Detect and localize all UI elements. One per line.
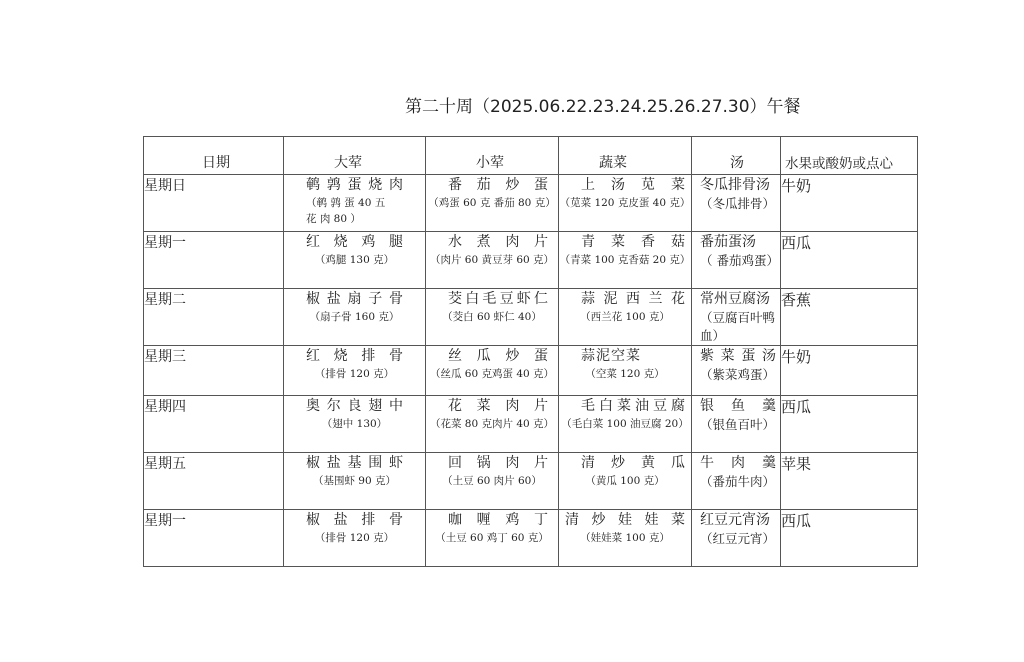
fruit-cell: 香蕉: [781, 289, 918, 346]
main-dish-cell: [284, 453, 426, 510]
day-cell: 星期四: [144, 396, 284, 453]
dish-detail: （西兰花 100 克）: [580, 311, 670, 323]
dish-detail: （丝瓜 60 克鸡蛋 40 克）: [429, 368, 555, 380]
dish-name: 冬瓜排骨汤: [700, 177, 770, 193]
dish-detail: （翅中 130）: [321, 418, 388, 430]
dish-name: 青菜香菇: [581, 234, 685, 250]
dish-name: 咖喱鸡丁: [448, 512, 548, 528]
page-title: 第二十周（2025.06.22.23.24.25.26.27.30）午餐: [405, 97, 801, 117]
dish-detail: （鸡蛋 60 克 番茄 80 克）: [428, 197, 556, 209]
dish-name: 番茄炒蛋: [448, 177, 548, 193]
fruit-cell: 西瓜: [781, 232, 918, 289]
fruit-cell: 牛奶: [781, 175, 918, 232]
header-side-meat: 小荤: [426, 137, 559, 175]
dish-name: 椒盐排骨: [306, 512, 403, 528]
vegetable-cell: [559, 510, 692, 567]
dish-detail: （银鱼百叶）: [700, 417, 776, 432]
table-row: [144, 289, 918, 346]
dish-name: 鹌鹑蛋烧肉: [306, 177, 403, 193]
dish-name: 红豆元宵汤: [700, 512, 770, 528]
dish-name: 椒盐扇子骨: [306, 291, 403, 307]
dish-name: 回锅肉片: [448, 455, 548, 471]
vegetable-cell: [559, 396, 692, 453]
fruit-cell: 苹果: [781, 453, 918, 510]
side-dish-cell: [426, 510, 559, 567]
soup-cell: [692, 175, 781, 232]
fruit-cell: 牛奶: [781, 346, 918, 396]
dish-detail: （红豆元宵）: [700, 531, 776, 546]
dish-detail: （ 番茄鸡蛋）: [700, 253, 779, 268]
dish-detail: （黄瓜 100 克）: [585, 475, 665, 487]
day-cell: 星期五: [144, 453, 284, 510]
day-cell: 星期一: [144, 510, 284, 567]
table-row: [144, 396, 918, 453]
side-dish-cell: [426, 289, 559, 346]
dish-detail: （紫菜鸡蛋）: [700, 367, 776, 382]
lunch-menu-table: [143, 136, 918, 567]
dish-detail: （冬瓜排骨）: [700, 196, 776, 211]
dish-detail: （排骨 120 克）: [314, 532, 395, 544]
dish-name: 蒜泥空菜: [581, 348, 641, 364]
dish-detail: （土豆 60 鸡丁 60 克）: [435, 532, 549, 544]
dish-detail: （茭白 60 虾仁 40）: [442, 311, 542, 323]
main-dish-cell: [284, 396, 426, 453]
dish-name: 水煮肉片: [448, 234, 548, 250]
dish-name: 丝瓜炒蛋: [448, 348, 548, 364]
header-fruit: 水果或酸奶或点心: [781, 137, 918, 175]
dish-detail: （苋菜 120 克皮蛋 40 克）: [559, 197, 691, 209]
vegetable-cell: [559, 232, 692, 289]
day-cell: 星期日: [144, 175, 284, 232]
day-cell: 星期三: [144, 346, 284, 396]
fruit-cell: 西瓜: [781, 510, 918, 567]
main-dish-cell: [284, 175, 426, 232]
vegetable-cell: [559, 346, 692, 396]
side-dish-cell: [426, 232, 559, 289]
main-dish-cell: [284, 346, 426, 396]
side-dish-cell: [426, 453, 559, 510]
soup-cell: [692, 289, 781, 346]
soup-cell: [692, 232, 781, 289]
dish-name: 奥尔良翅中: [306, 398, 403, 414]
table-row: [144, 232, 918, 289]
header-day: 日期: [144, 137, 284, 175]
dish-detail: （排骨 120 克）: [314, 368, 395, 380]
vegetable-cell: [559, 175, 692, 232]
dish-name: 常州豆腐汤: [700, 291, 770, 307]
dish-detail: （鹌 鹑 蛋 40 五 花 肉 80 ）: [306, 197, 386, 225]
table-row: [144, 346, 918, 396]
dish-detail: （花菜 80 克肉片 40 克）: [429, 418, 555, 430]
dish-detail: （毛白菜 100 油豆腐 20）: [561, 418, 689, 430]
dish-name: 银鱼羹: [700, 398, 776, 414]
vegetable-cell: [559, 289, 692, 346]
vegetable-cell: [559, 453, 692, 510]
dish-detail: （豆腐百叶鸭血）: [700, 310, 776, 343]
soup-cell: [692, 510, 781, 567]
day-cell: 星期一: [144, 232, 284, 289]
header-vegetable: 蔬菜: [559, 137, 692, 175]
main-dish-cell: [284, 232, 426, 289]
dish-name: 红烧排骨: [306, 348, 403, 364]
dish-detail: （鸡腿 130 克）: [314, 254, 395, 266]
dish-name: 毛白菜油豆腐: [581, 398, 685, 414]
dish-detail: （青菜 100 克香菇 20 克）: [559, 254, 691, 266]
header-main-meat: 大荤: [284, 137, 426, 175]
dish-name: 上汤苋菜: [581, 177, 685, 193]
dish-name: 紫菜蛋汤: [700, 348, 776, 364]
dish-name: 茭白毛豆虾仁: [448, 291, 548, 307]
dish-name: 椒盐基围虾: [306, 455, 403, 471]
dish-name: 牛肉羹: [700, 455, 776, 471]
dish-name: 番茄蛋汤: [700, 234, 756, 250]
side-dish-cell: [426, 396, 559, 453]
table-row: [144, 175, 918, 232]
side-dish-cell: [426, 175, 559, 232]
header-soup: 汤: [692, 137, 781, 175]
dish-name: 花菜肉片: [448, 398, 548, 414]
main-dish-cell: [284, 510, 426, 567]
dish-detail: （番茄牛肉）: [700, 474, 776, 489]
dish-detail: （基围虾 90 克）: [312, 475, 397, 487]
side-dish-cell: [426, 346, 559, 396]
table-row: [144, 453, 918, 510]
dish-name: 清炒黄瓜: [581, 455, 685, 471]
dish-detail: （肉片 60 黄豆芽 60 克）: [429, 254, 555, 266]
dish-detail: （空菜 120 克）: [585, 368, 665, 380]
soup-cell: [692, 453, 781, 510]
dish-name: 红烧鸡腿: [306, 234, 403, 250]
dish-name: 清炒娃娃菜: [565, 512, 685, 528]
main-dish-cell: [284, 289, 426, 346]
soup-cell: [692, 346, 781, 396]
dish-name: 蒜泥西兰花: [581, 291, 685, 307]
fruit-cell: 西瓜: [781, 396, 918, 453]
table-header-row: [144, 137, 918, 175]
dish-detail: （娃娃菜 100 克）: [580, 532, 670, 544]
soup-cell: [692, 396, 781, 453]
dish-detail: （扇子骨 160 克）: [309, 311, 400, 323]
day-cell: 星期二: [144, 289, 284, 346]
table-row: [144, 510, 918, 567]
dish-detail: （土豆 60 肉片 60）: [442, 475, 542, 487]
